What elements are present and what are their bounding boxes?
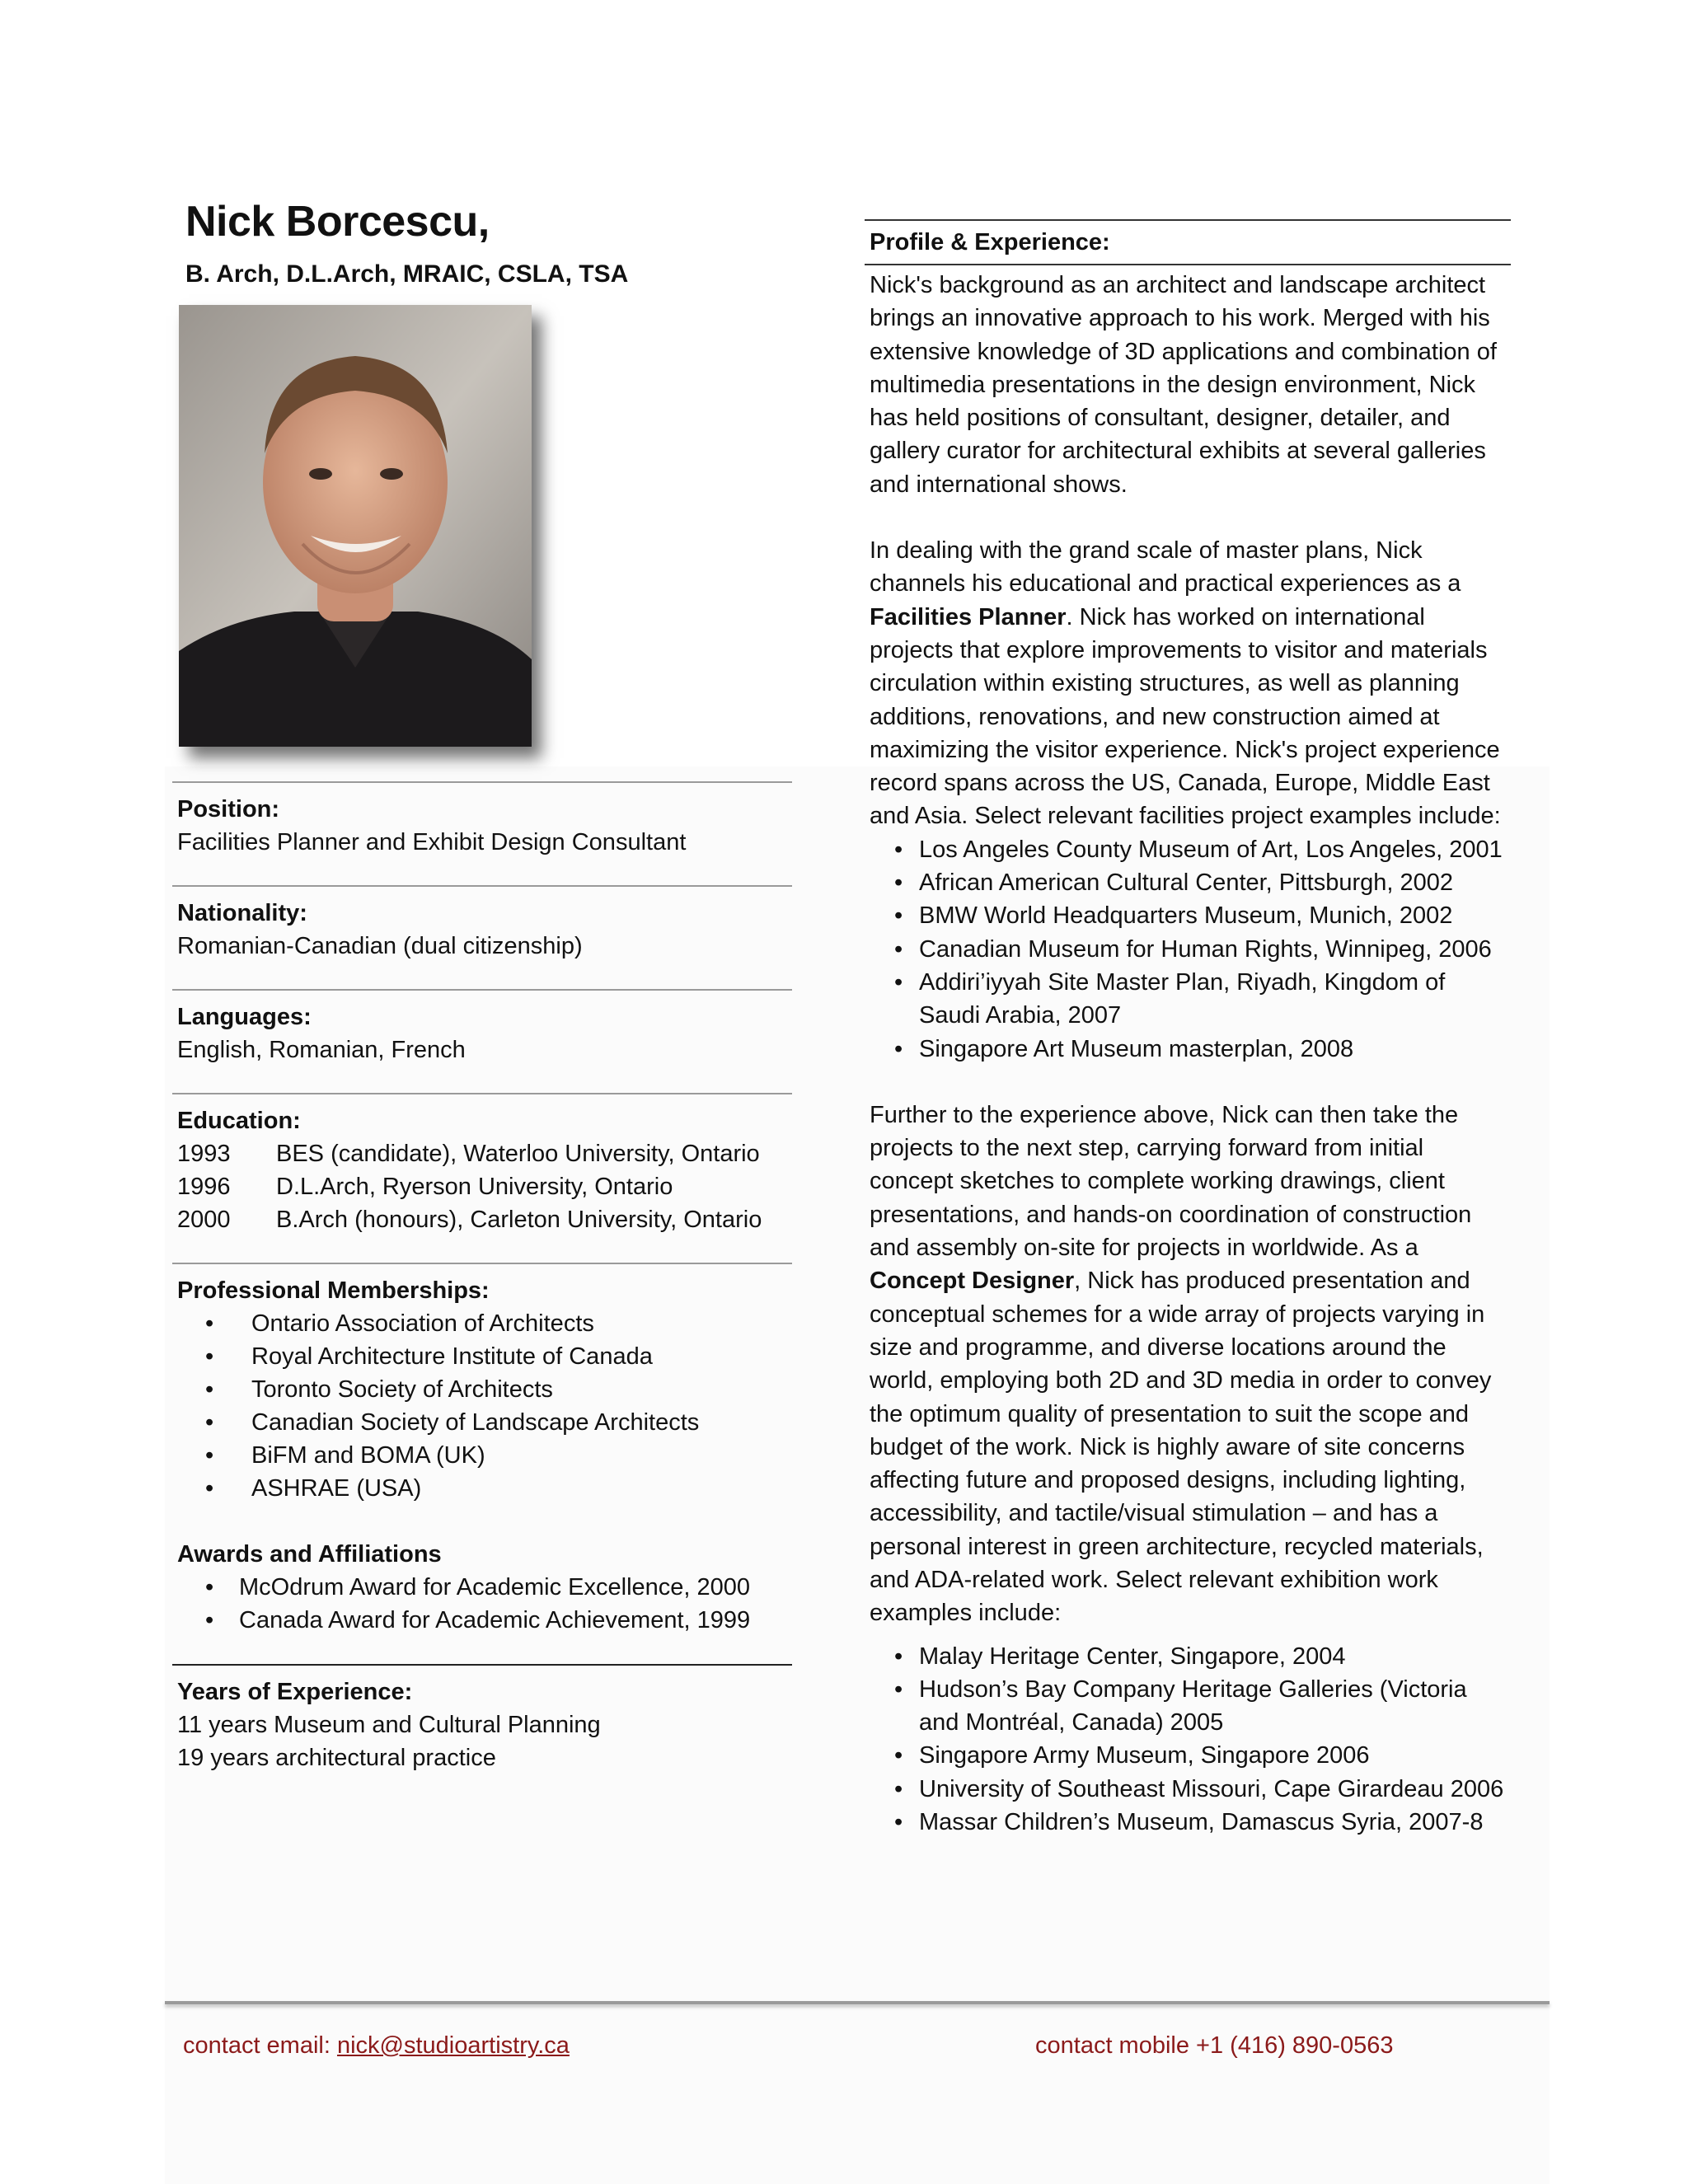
list-item: • BiFM and BOMA (UK)	[177, 1439, 787, 1472]
concept-designer-term: Concept Designer	[870, 1268, 1075, 1295]
paragraph-text: . Nick has worked on international projects that explore improvements to visitor and materials circulation within existing structures, as well as planning additions, renovations, and new construction aimed at maximizing the visitor experience. Nick's project experience record spans across the US, Canada, Europe, Middle East and Asia. Select relevant facilities project examples include:	[870, 603, 1501, 830]
right-column	[865, 219, 1511, 1839]
profile-paragraph-2	[870, 534, 1506, 833]
profile-heading: Profile & Experience:	[865, 219, 1511, 265]
education-row	[177, 1137, 787, 1170]
experience-section	[172, 1664, 792, 1774]
nationality-value: Romanian-Canadian (dual citizenship)	[177, 933, 583, 959]
list-item: • Addiri’iyyah Site Master Plan, Riyadh, Kingdom of Saudi Arabia, 2007	[870, 966, 1506, 1033]
list-item: • Hudson’s Bay Company Heritage Galleries (Victoria and Montréal, Canada) 2005	[870, 1673, 1506, 1740]
list-item: • Canadian Society of Landscape Architects	[177, 1406, 787, 1439]
memberships-section	[172, 1263, 792, 1664]
languages-value: English, Romanian, French	[177, 1037, 466, 1063]
left-column	[172, 781, 792, 1774]
email-link[interactable]: nick@studioartistry.ca	[336, 2032, 570, 2059]
experience-line: 11 years Museum and Cultural Planning	[177, 1712, 601, 1738]
education-heading: Education:	[177, 1108, 301, 1134]
position-section	[172, 781, 792, 885]
education-text: B.Arch (honours), Carleton University, Ontario	[276, 1207, 762, 1233]
paragraph-text: In dealing with the grand scale of master plans, Nick channels his educational and practical experiences as a	[870, 537, 1461, 598]
profile-paragraph-1: Nick's background as an architect and landscape architect brings an innovative approach to his work. Merged with his extensive knowledge of 3D applications and combination of multimedia presentations in the design environment, Nick has held positions of consultant, designer, detailer, and gallery curator for architectural exhibits at several galleries and international shows.	[870, 272, 1497, 498]
list-item: • Malay Heritage Center, Singapore, 2004	[870, 1640, 1506, 1673]
education-row	[177, 1203, 787, 1236]
memberships-heading: Professional Memberships:	[177, 1277, 490, 1304]
list-item: • McOdrum Award for Academic Excellence, 2000	[177, 1571, 787, 1604]
contact-email	[183, 2032, 570, 2060]
portrait-image	[179, 305, 532, 747]
awards-list	[177, 1571, 787, 1637]
facilities-planner-term: Facilities Planner	[870, 603, 1067, 630]
exhibition-project-list	[870, 1640, 1506, 1840]
list-item: • Canadian Museum for Human Rights, Winnipeg, 2006	[870, 933, 1506, 966]
portrait-photo	[179, 305, 532, 747]
education-year: 1993	[177, 1141, 231, 1167]
education-section	[172, 1093, 792, 1263]
list-item: • Singapore Art Museum masterplan, 2008	[870, 1033, 1506, 1066]
paragraph-text: , Nick has produced presentation and conceptual schemes for a wide array of projects varying in size and programme, and diverse locations around the world, employing both 2D and 3D media in order to convey the optimum quality of presentation to suit the scope and budget of the work. Nick is highly aware of site concerns affecting future and proposed designs, including lighting, accessibility, and tactile/visual stimulation – and has a personal interest in green architecture, recycled materials, and ADA-related work. Select relevant exhibition work examples include:	[870, 1268, 1492, 1627]
education-text: BES (candidate), Waterloo University, Ontario	[276, 1141, 760, 1167]
memberships-list	[177, 1307, 787, 1505]
list-item: • BMW World Headquarters Museum, Munich, 2002	[870, 899, 1506, 932]
email-label: contact email:	[183, 2032, 337, 2059]
nationality-heading: Nationality:	[177, 900, 307, 926]
footer-divider	[165, 2001, 1550, 2004]
list-item: • University of Southeast Missouri, Cape Girardeau 2006	[870, 1773, 1506, 1806]
list-item: • Singapore Army Museum, Singapore 2006	[870, 1739, 1506, 1772]
facilities-project-list	[870, 833, 1506, 1066]
education-year: 2000	[177, 1207, 231, 1233]
position-heading: Position:	[177, 796, 280, 823]
experience-line: 19 years architectural practice	[177, 1745, 496, 1771]
profile-body	[865, 265, 1511, 1839]
list-item: • Royal Architecture Institute of Canada	[177, 1340, 787, 1373]
education-row	[177, 1170, 787, 1203]
education-year: 1996	[177, 1174, 231, 1200]
list-item: • Ontario Association of Architects	[177, 1307, 787, 1340]
contact-mobile: contact mobile +1 (416) 890-0563	[1035, 2032, 1394, 2059]
list-item: • Massar Children’s Museum, Damascus Syria, 2007-8	[870, 1806, 1506, 1839]
list-item: • Toronto Society of Architects	[177, 1373, 787, 1406]
list-item: • ASHRAE (USA)	[177, 1472, 787, 1505]
credentials: B. Arch, D.L.Arch, MRAIC, CSLA, TSA	[185, 260, 629, 288]
languages-section	[172, 989, 792, 1093]
paragraph-text: Further to the experience above, Nick can then take the projects to the next step, carrying forward from initial concept sketches to complete working drawings, client presentations, and hands-on coordination of construction and assembly on-site for projects in worldwide. As a	[870, 1101, 1472, 1262]
education-text: D.L.Arch, Ryerson University, Ontario	[276, 1174, 673, 1200]
profile-paragraph-3	[870, 1099, 1506, 1630]
list-item: • Los Angeles County Museum of Art, Los Angeles, 2001	[870, 833, 1506, 866]
person-name: Nick Borcescu,	[185, 198, 490, 246]
awards-heading: Awards and Affiliations	[177, 1541, 442, 1568]
list-item: • African American Cultural Center, Pittsburgh, 2002	[870, 866, 1506, 899]
nationality-section	[172, 885, 792, 989]
experience-heading: Years of Experience:	[177, 1679, 413, 1705]
languages-heading: Languages:	[177, 1004, 312, 1030]
position-value: Facilities Planner and Exhibit Design Consultant	[177, 829, 687, 855]
list-item: • Canada Award for Academic Achievement, 1999	[177, 1604, 787, 1637]
